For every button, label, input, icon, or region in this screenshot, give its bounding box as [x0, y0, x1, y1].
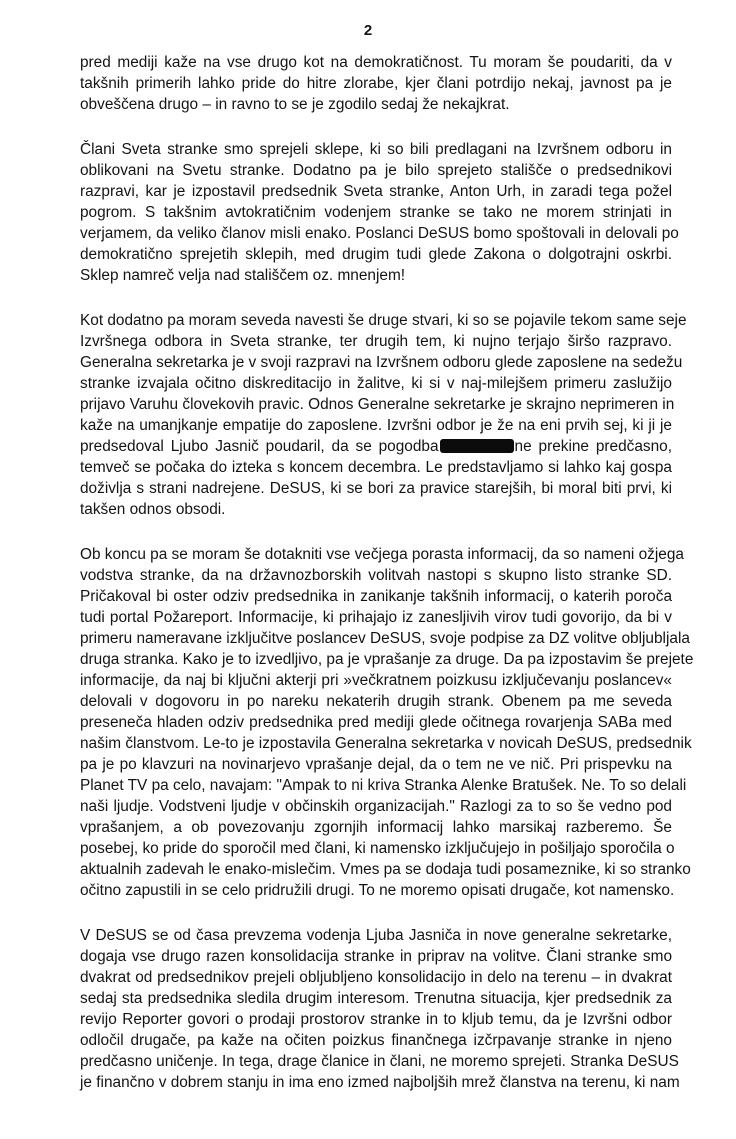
text-line: obveščena drugo – in ravno to se je zgodilo sedaj že nekajkrat. [80, 96, 510, 113]
text-line: razpravi, kar je izpostavil predsednik Sveta stranke, Anton Urh, in zaradi tega požel [80, 183, 672, 200]
text-line: predčasno uničenje. In tega, drage članice in člani, ne moremo sprejeti. Stranka DeSUS [80, 1053, 679, 1070]
text-line: Kot dodatno pa moram seveda navesti še druge stvari, ki so se pojavile tekom same seje [80, 312, 687, 329]
text-line: primeru nameravane izključitve poslancev DeSUS, svoje podpise za DZ volitve obljubljala [80, 630, 690, 647]
text-line: pogrom. S takšnim avtokratičnim vodenjem stranke se tako ne morem strinjati in [80, 204, 672, 221]
text-line: Člani Sveta stranke smo sprejeli sklepe, ki so bili predlagani na Izvršnem odboru in [80, 141, 672, 158]
text-line-with-redaction [80, 436, 672, 457]
text-line: informacije, da naj bi ključni akterji pri »večkratnem poizkusu izključevanju poslancev« [80, 672, 672, 689]
text-line: takšnih primerih lahko pride do hitre zlorabe, kjer člani potrdijo nekaj, javnost pa je [80, 75, 672, 92]
text-line: pa je po klavzuri na novinarjevo vprašanje dejal, da o tem ne ve nič. Pri prispevku na [80, 756, 672, 773]
text-line: odločil drugače, pa kaže na očiten poizkus finančnega izčrpavanje stranke in njeno [80, 1032, 672, 1049]
text-line: V DeSUS se od časa prevzema vodenja Ljuba Jasniča in nove generalne sekretarke, [80, 927, 672, 944]
text-line: Sklep namreč velja nad stališčem oz. mnenjem! [80, 267, 406, 284]
text-segment: ne prekine predčasno, [514, 438, 672, 455]
text-line: prijavo Varuhu človekovih pravic. Odnos Generalne sekretarke je skrajno neprimeren in [80, 396, 675, 413]
text-line: preseneča hladen odziv predsednika pred mediji glede očitnega rovarjenja SABa med [80, 714, 672, 731]
text-line: Generalna sekretarka je v svoji razpravi na Izvršnem odboru glede zaposlene na sedežu [80, 354, 683, 371]
text-line: sedaj sta predsednika sledila drugim interesom. Trenutna situacija, kjer predsednik za [80, 990, 672, 1007]
paragraph-3 [80, 310, 687, 520]
paragraph-5 [80, 925, 680, 1093]
text-line: oblikovani na Svetu stranke. Dodatno pa je bilo sprejeto stališče o predsednikovi [80, 162, 672, 179]
text-line: našim članstvom. Le-to je izpostavila Generalna sekretarka v novicah DeSUS, predsednik [80, 735, 692, 752]
text-line: doživlja s strani nadrejene. DeSUS, ki se bori za pravice starejših, bi moral biti prvi, ki [80, 480, 672, 497]
text-line: demokratično sprejetih sklepih, med drugim tudi glede Zakona o dolgotrajni oskrbi. [80, 246, 672, 263]
text-line: druga stranka. Kako je to izvedljivo, pa je vprašanje za druge. Da pa izpostavim še prejete [80, 651, 694, 668]
page-number: 2 [363, 22, 373, 39]
text-line: revijo Reporter govori o prodaji prostorov stranke in to kljub temu, da je Izvršni odbor [80, 1011, 672, 1028]
text-line: Izvršnega odbora in Sveta stranke, ter drugih tem, ki nujno terjajo širšo razpravo. [80, 333, 672, 350]
text-line: dogaja vse drugo razen konsolidacija stranke in priprav na volitve. Člani stranke smo [80, 948, 672, 965]
text-line: tudi portal Požareport. Informacije, ki prihajajo iz zanesljivih virov tudi govorijo, da bi v [80, 609, 672, 626]
text-line: Ob koncu pa se moram še dotakniti vse večjega porasta informacij, da so nameni ožjega [80, 546, 684, 563]
text-line: očitno zapustili in se celo pridružili drugi. To ne moremo opisati drugače, kot namensko. [80, 882, 675, 899]
text-line: temveč se počaka do izteka s koncem decembra. Le predstavljamo si lahko kaj gospa [80, 459, 672, 476]
text-line: vodstva stranke, da na državnozborskih volitvah nastopi s skupno listo stranke SD. [80, 567, 672, 584]
paragraph-2 [80, 139, 679, 286]
paragraph-4 [80, 544, 694, 901]
text-line: naši ljudje. Vodstveni ljudje v občinskih organizacijah." Razlogi za to so še vedno pod [80, 798, 672, 815]
text-line: delovali v dogovoru in po nareku nekaterih drugih strank. Obenem pa me seveda [80, 693, 672, 710]
text-line: pred mediji kaže na vse drugo kot na demokratičnost. Tu moram še poudariti, da v [80, 54, 672, 71]
text-line: stranke izvajala očitno diskreditacijo in žalitve, ki si v naj-milejšem primeru zaslužijo [80, 375, 672, 392]
text-line: dvakrat od predsednikov prejeli obljubljeno konsolidacijo in delo na terenu – in dvakrat [80, 969, 672, 986]
text-segment: predsedoval Ljubo Jasnič poudaril, da se pogodba [80, 438, 439, 455]
redaction-block [440, 439, 514, 453]
text-line: posebej, ko pride do sporočil med člani, ki namensko izključujejo in pošiljajo sporočila o [80, 840, 675, 857]
text-line: takšen odnos obsodi. [80, 501, 226, 518]
text-line: Planet TV pa celo, navajam: "Ampak to ni kriva Stranka Alenke Bratušek. Ne. To so delali [80, 777, 687, 794]
text-line: je finančno v dobrem stanju in ima eno izmed najboljših mrež članstva na terenu, ki nam [80, 1074, 680, 1091]
text-line: kaže na umanjkanje empatije do zaposlene. Izvršni odbor je že na eni prvih sej, ki ji je [80, 417, 672, 434]
text-line: verjamem, da veliko članov misli enako. Poslanci DeSUS bomo spoštovali in delovali po [80, 225, 679, 242]
text-line: vprašanjem, a ob povezovanju zgornjih informacij lahko marsikaj razberemo. Še [80, 819, 672, 836]
text-line: Pričakoval bi oster odziv predsednika in zanikanje takšnih informacij, o katerih poroča [80, 588, 672, 605]
letter-body [80, 52, 694, 1117]
paragraph-1 [80, 52, 672, 115]
text-line: aktualnih zadevah le enako-mislečim. Vmes pa se dodaja tudi posameznike, ki so stranko [80, 861, 691, 878]
